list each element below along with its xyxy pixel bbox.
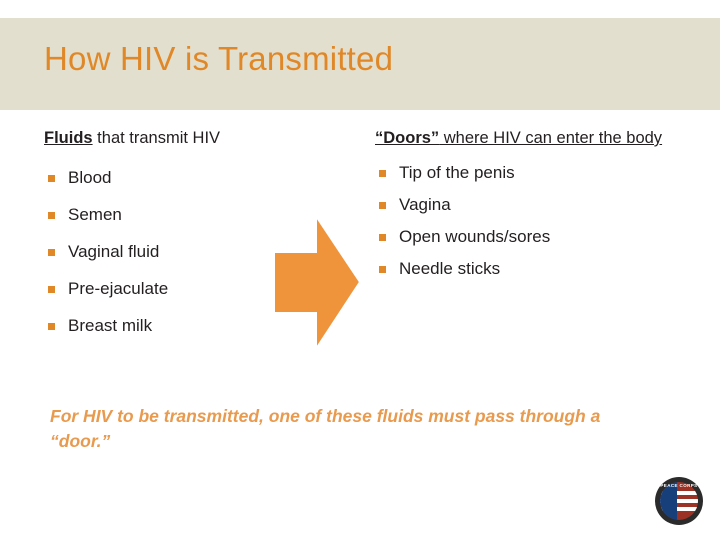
right-column-heading-rest: where HIV can enter the body — [439, 129, 663, 147]
list-item-label: Pre-ejaculate — [68, 279, 169, 299]
left-column — [44, 128, 304, 334]
right-column-heading — [375, 128, 675, 149]
list-item — [375, 228, 675, 245]
list-item-label: Semen — [68, 205, 122, 225]
left-column-heading-bold: Fluids — [44, 129, 93, 147]
list-item — [44, 169, 304, 186]
list-item-label: Vagina — [399, 195, 451, 215]
bullet-square-icon — [379, 234, 386, 241]
list-item — [44, 243, 304, 260]
list-item-label: Blood — [68, 168, 112, 188]
bullet-square-icon — [48, 175, 55, 182]
right-arrow-icon — [268, 210, 364, 355]
left-column-heading — [44, 128, 304, 149]
left-column-heading-rest: that transmit HIV — [92, 129, 221, 147]
bullet-square-icon — [379, 202, 386, 209]
bullet-square-icon — [379, 266, 386, 273]
list-item — [44, 280, 304, 297]
bullet-square-icon — [48, 212, 55, 219]
bullet-square-icon — [48, 323, 55, 330]
logo-top-text: PEACE CORPS — [660, 483, 698, 488]
right-column — [375, 128, 675, 277]
list-item — [44, 206, 304, 223]
left-column-list — [44, 169, 304, 334]
bullet-square-icon — [48, 249, 55, 256]
right-column-heading-bold: “Doors” — [375, 129, 440, 147]
footnote-text: For HIV to be transmitted, one of these fluids must pass through a “door.” — [50, 406, 601, 452]
list-item-label: Tip of the penis — [399, 163, 515, 183]
list-item — [44, 317, 304, 334]
list-item-label: Vaginal fluid — [68, 242, 160, 262]
list-item-label: Open wounds/sores — [399, 227, 551, 247]
peace-corps-logo — [655, 477, 703, 525]
list-item — [375, 164, 675, 181]
right-column-list — [375, 164, 675, 277]
list-item-label: Needle sticks — [399, 259, 501, 279]
list-item-label: Breast milk — [68, 316, 153, 336]
bullet-square-icon — [379, 170, 386, 177]
page-title: How HIV is Transmitted — [44, 40, 394, 77]
bullet-square-icon — [48, 286, 55, 293]
list-item — [375, 260, 675, 277]
list-item — [375, 196, 675, 213]
